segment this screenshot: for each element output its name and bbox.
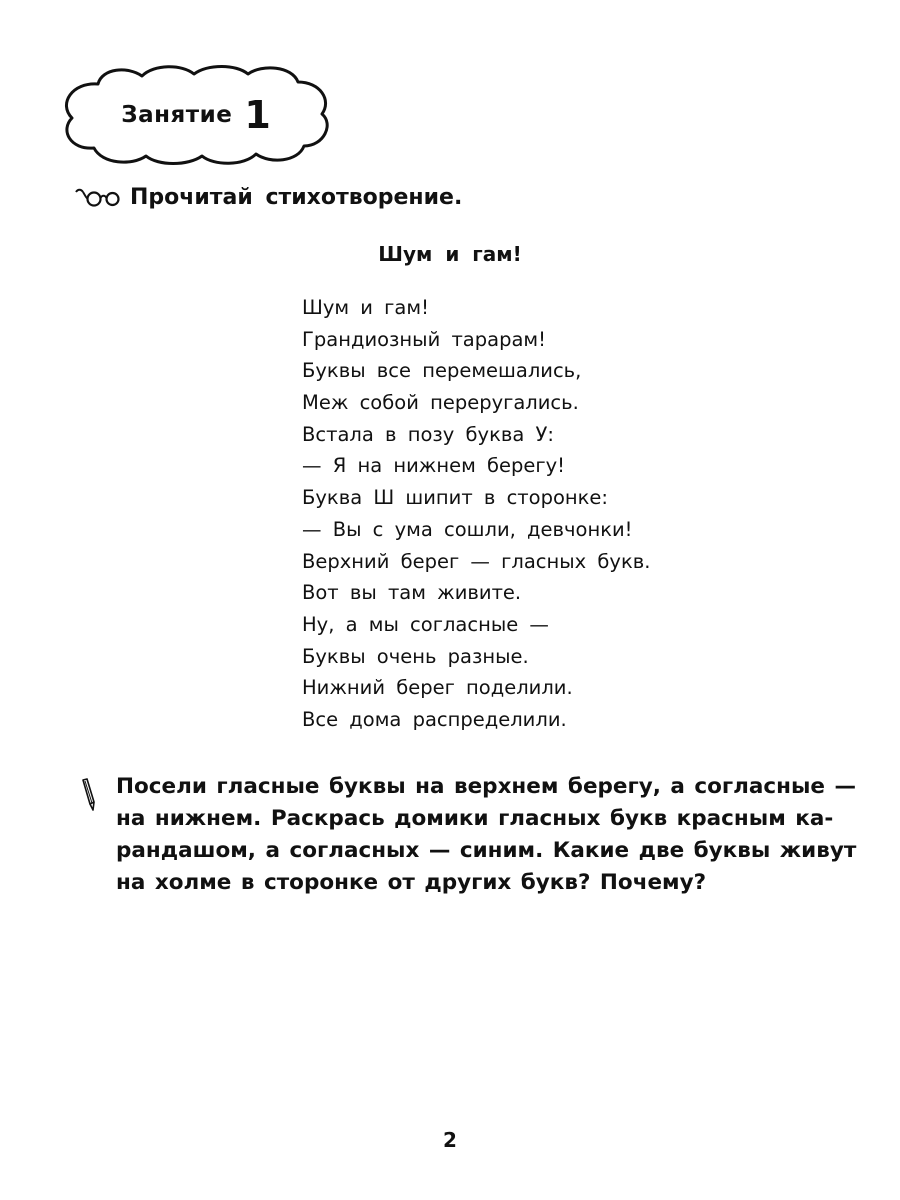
read-instruction: Прочитай стихотворение.: [130, 184, 463, 210]
poem-line: — Вы с ума сошли, девчонки!: [302, 517, 633, 541]
page-number: 2: [443, 1128, 457, 1152]
task-line: на холме в сторонке от других букв? Почему?: [116, 870, 707, 895]
task-line: на нижнем. Раскрась домики гласных букв красным ка-: [116, 806, 834, 831]
poem-line: Буква Ш шипит в сторонке:: [302, 486, 608, 510]
poem-line: Грандиозный тарарам!: [302, 327, 546, 351]
poem-line: Шум и гам!: [302, 296, 429, 319]
poem-line: Нижний берег поделили.: [302, 676, 573, 700]
poem-line: Меж собой переругались.: [302, 391, 579, 415]
poem-line: Буквы очень разные.: [302, 644, 529, 668]
poem-line: Буквы все перемешались,: [302, 359, 582, 383]
poem-line: Все дома распределили.: [302, 707, 567, 731]
poem-text: [302, 292, 650, 736]
pencil-icon: [80, 778, 100, 812]
lesson-title: [58, 62, 334, 168]
poem-line: Верхний берег — гласных букв.: [302, 549, 651, 573]
lesson-header: [58, 62, 334, 168]
lesson-number: 1: [244, 93, 271, 137]
task-line: рандашом, а согласных — синим. Какие две буквы живут: [116, 838, 857, 863]
poem-line: Ну, а мы согласные —: [302, 612, 549, 636]
poem-title: Шум и гам!: [378, 242, 522, 266]
poem-line: Вот вы там живите.: [302, 581, 522, 605]
poem-line: — Я на нижнем берегу!: [302, 454, 565, 478]
read-instruction-row: [74, 184, 462, 210]
poem-line: Встала в позу буква У:: [302, 422, 554, 446]
task-line: Посели гласные буквы на верхнем берегу, а согласные —: [116, 774, 856, 799]
lesson-word: Занятие: [121, 102, 233, 128]
glasses-icon: [74, 184, 120, 210]
